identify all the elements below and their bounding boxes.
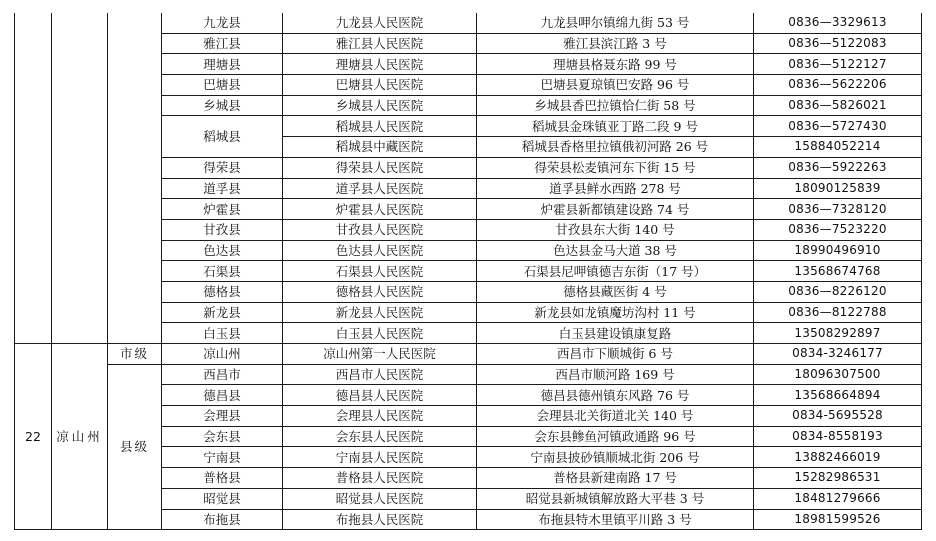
hospital-name-cell: 雅江县人民医院 bbox=[283, 33, 477, 54]
address-cell: 会东县鲹鱼河镇政通路 96 号 bbox=[477, 426, 754, 447]
address-cell: 白玉县建设镇康复路 bbox=[477, 323, 754, 344]
address-cell: 稻城县香格里拉镇俄初河路 26 号 bbox=[477, 137, 754, 158]
hospital-name-cell: 宁南县人民医院 bbox=[283, 447, 477, 468]
address-cell: 昭觉县新城镇解放路大平巷 3 号 bbox=[477, 488, 754, 509]
phone-cell: 0836—8122788 bbox=[754, 302, 922, 323]
city-cell bbox=[52, 13, 108, 344]
hospital-name-cell: 稻城县人民医院 bbox=[283, 116, 477, 137]
phone-cell: 0834-3246177 bbox=[754, 344, 922, 365]
hospital-table bbox=[14, 13, 922, 530]
address-cell: 石渠县尼呷镇德吉东街（17 号） bbox=[477, 261, 754, 282]
phone-cell: 0836—8226120 bbox=[754, 281, 922, 302]
address-cell: 宁南县披砂镇顺城北街 206 号 bbox=[477, 447, 754, 468]
county-cell: 昭觉县 bbox=[162, 488, 283, 509]
hospital-name-cell: 九龙县人民医院 bbox=[283, 13, 477, 33]
hospital-name-cell: 凉山州第一人民医院 bbox=[283, 344, 477, 365]
no-cell bbox=[15, 13, 52, 344]
hospital-name-cell: 石渠县人民医院 bbox=[283, 261, 477, 282]
level-cell bbox=[108, 13, 162, 344]
hospital-name-cell: 得荣县人民医院 bbox=[283, 157, 477, 178]
hospital-name-cell: 炉霍县人民医院 bbox=[283, 199, 477, 220]
phone-cell: 18096307500 bbox=[754, 364, 922, 385]
address-cell: 会理县北关街道北关 140 号 bbox=[477, 406, 754, 427]
address-cell: 得荣县松麦镇河东下街 15 号 bbox=[477, 157, 754, 178]
phone-cell: 13568674768 bbox=[754, 261, 922, 282]
phone-cell: 18990496910 bbox=[754, 240, 922, 261]
hospital-name-cell: 布拖县人民医院 bbox=[283, 509, 477, 530]
county-cell: 新龙县 bbox=[162, 302, 283, 323]
phone-cell: 15282986531 bbox=[754, 468, 922, 489]
table-row bbox=[15, 344, 922, 365]
address-cell: 布拖县特木里镇平川路 3 号 bbox=[477, 509, 754, 530]
county-cell: 稻城县 bbox=[162, 116, 283, 157]
address-cell: 普格县新建南路 17 号 bbox=[477, 468, 754, 489]
county-cell: 得荣县 bbox=[162, 157, 283, 178]
phone-cell: 0836—5122127 bbox=[754, 54, 922, 75]
phone-cell: 13568664894 bbox=[754, 385, 922, 406]
phone-cell: 0836—7523220 bbox=[754, 219, 922, 240]
county-cell: 凉山州 bbox=[162, 344, 283, 365]
county-cell: 德昌县 bbox=[162, 385, 283, 406]
county-cell: 道孚县 bbox=[162, 178, 283, 199]
county-cell: 巴塘县 bbox=[162, 75, 283, 96]
phone-cell: 0834-5695528 bbox=[754, 406, 922, 427]
address-cell: 色达县金马大道 38 号 bbox=[477, 240, 754, 261]
level-cell: 县级 bbox=[108, 364, 162, 530]
hospital-name-cell: 会东县人民医院 bbox=[283, 426, 477, 447]
phone-cell: 18090125839 bbox=[754, 178, 922, 199]
county-cell: 炉霍县 bbox=[162, 199, 283, 220]
hospital-name-cell: 白玉县人民医院 bbox=[283, 323, 477, 344]
level-cell: 市级 bbox=[108, 344, 162, 365]
hospital-name-cell: 德格县人民医院 bbox=[283, 281, 477, 302]
county-cell: 宁南县 bbox=[162, 447, 283, 468]
address-cell: 德昌县德州镇东风路 76 号 bbox=[477, 385, 754, 406]
address-cell: 西昌市下顺城街 6 号 bbox=[477, 344, 754, 365]
no-cell: 22 bbox=[15, 344, 52, 530]
phone-cell: 0836—5122083 bbox=[754, 33, 922, 54]
address-cell: 新龙县如龙镇魔坊沟村 11 号 bbox=[477, 302, 754, 323]
city-cell: 凉山州 bbox=[52, 344, 108, 530]
county-cell: 色达县 bbox=[162, 240, 283, 261]
table-row bbox=[15, 364, 922, 385]
phone-cell: 13882466019 bbox=[754, 447, 922, 468]
phone-cell: 0834-8558193 bbox=[754, 426, 922, 447]
county-cell: 德格县 bbox=[162, 281, 283, 302]
address-cell: 西昌市顺河路 169 号 bbox=[477, 364, 754, 385]
county-cell: 会东县 bbox=[162, 426, 283, 447]
county-cell: 雅江县 bbox=[162, 33, 283, 54]
address-cell: 炉霍县新都镇建设路 74 号 bbox=[477, 199, 754, 220]
phone-cell: 18981599526 bbox=[754, 509, 922, 530]
county-cell: 白玉县 bbox=[162, 323, 283, 344]
hospital-name-cell: 新龙县人民医院 bbox=[283, 302, 477, 323]
hospital-name-cell: 德昌县人民医院 bbox=[283, 385, 477, 406]
county-cell: 理塘县 bbox=[162, 54, 283, 75]
hospital-table-body bbox=[15, 13, 922, 530]
phone-cell: 0836—5922263 bbox=[754, 157, 922, 178]
phone-cell: 13508292897 bbox=[754, 323, 922, 344]
address-cell: 雅江县滨江路 3 号 bbox=[477, 33, 754, 54]
hospital-name-cell: 稻城县中藏医院 bbox=[283, 137, 477, 158]
hospital-name-cell: 昭觉县人民医院 bbox=[283, 488, 477, 509]
phone-cell: 0836—5622206 bbox=[754, 75, 922, 96]
county-cell: 会理县 bbox=[162, 406, 283, 427]
county-cell: 西昌市 bbox=[162, 364, 283, 385]
hospital-name-cell: 普格县人民医院 bbox=[283, 468, 477, 489]
hospital-name-cell: 甘孜县人民医院 bbox=[283, 219, 477, 240]
hospital-name-cell: 道孚县人民医院 bbox=[283, 178, 477, 199]
address-cell: 理塘县格聂东路 99 号 bbox=[477, 54, 754, 75]
phone-cell: 0836—7328120 bbox=[754, 199, 922, 220]
address-cell: 巴塘县夏琼镇巴安路 96 号 bbox=[477, 75, 754, 96]
county-cell: 九龙县 bbox=[162, 13, 283, 33]
address-cell: 乡城县香巴拉镇恰仁街 58 号 bbox=[477, 95, 754, 116]
address-cell: 稻城县金珠镇亚丁路二段 9 号 bbox=[477, 116, 754, 137]
county-cell: 布拖县 bbox=[162, 509, 283, 530]
phone-cell: 0836—5727430 bbox=[754, 116, 922, 137]
hospital-name-cell: 理塘县人民医院 bbox=[283, 54, 477, 75]
address-cell: 甘孜县东大街 140 号 bbox=[477, 219, 754, 240]
phone-cell: 15884052214 bbox=[754, 137, 922, 158]
county-cell: 甘孜县 bbox=[162, 219, 283, 240]
hospital-name-cell: 色达县人民医院 bbox=[283, 240, 477, 261]
hospital-name-cell: 巴塘县人民医院 bbox=[283, 75, 477, 96]
hospital-name-cell: 西昌市人民医院 bbox=[283, 364, 477, 385]
table-row bbox=[15, 13, 922, 33]
county-cell: 乡城县 bbox=[162, 95, 283, 116]
address-cell: 德格县藏医街 4 号 bbox=[477, 281, 754, 302]
address-cell: 道孚县鲜水西路 278 号 bbox=[477, 178, 754, 199]
county-cell: 石渠县 bbox=[162, 261, 283, 282]
phone-cell: 0836—5826021 bbox=[754, 95, 922, 116]
hospital-name-cell: 会理县人民医院 bbox=[283, 406, 477, 427]
phone-cell: 18481279666 bbox=[754, 488, 922, 509]
county-cell: 普格县 bbox=[162, 468, 283, 489]
hospital-name-cell: 乡城县人民医院 bbox=[283, 95, 477, 116]
address-cell: 九龙县呷尔镇绵九街 53 号 bbox=[477, 13, 754, 33]
phone-cell: 0836—3329613 bbox=[754, 13, 922, 33]
